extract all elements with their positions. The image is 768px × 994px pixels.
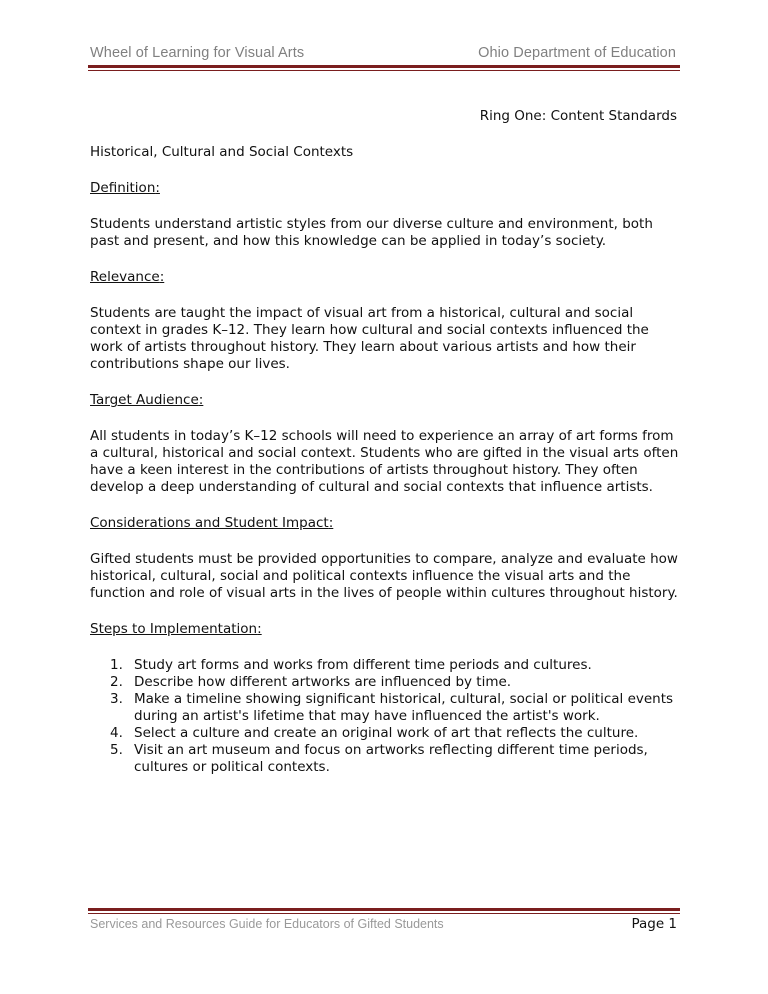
topic-title: Historical, Cultural and Social Contexts [90,144,354,160]
considerations-heading: Considerations and Student Impact: [90,515,334,531]
steps-heading: Steps to Implementation: [90,621,262,637]
footer-text: Services and Resources Guide for Educators of Gifted Students [90,917,444,931]
header-rule-thick [88,65,680,68]
definition-body: Students understand artistic styles from our diverse culture and environment, both past and present, and how this knowledge can be applied in today’s society. [90,216,653,249]
page-number: Page 1 [631,916,677,932]
list-item: 2. Describe how different artworks are influenced by time. [110,674,512,690]
steps-list [90,657,682,776]
relevance-body: Students are taught the impact of visual art from a historical, cultural and social context in grades K–12. They learn how cultural and social contexts influenced the work of artists throughout history. They learn about various artists and how their contributions shape our lives. [90,305,649,372]
definition-heading: Definition: [90,180,160,196]
footer-rule-thick [88,908,680,911]
considerations-body: Gifted students must be provided opportunities to compare, analyze and evaluate how historical, cultural, social and political contexts influence the visual arts and the function and role of visual arts in the lives of people within cultures throughout history. [90,551,678,601]
list-item: 4. Select a culture and create an original work of art that reflects the culture. [110,725,639,741]
list-item: 1. Study art forms and works from different time periods and cultures. [110,657,592,673]
relevance-heading: Relevance: [90,269,165,285]
header-title-right: Ohio Department of Education [478,45,676,61]
header-rule-thin [88,70,680,71]
list-item: 3. Make a timeline showing significant historical, cultural, social or political events during an artist's lifetime that may have influenced the artist's work. [110,691,674,724]
document-body [90,144,682,776]
target-audience-heading: Target Audience: [90,392,204,408]
list-item: 5. Visit an art museum and focus on artworks reflecting different time periods, cultures or political contexts. [110,742,648,775]
footer-rule-thin [88,913,680,914]
ring-label: Ring One: Content Standards [479,108,677,124]
header-title-left: Wheel of Learning for Visual Arts [90,45,305,61]
target-audience-body: All students in today’s K–12 schools will need to experience an array of art forms from a cultural, historical and social context. Students who are gifted in the visual arts often have a keen interest in the contributions of artists throughout history. They often develop a deep understanding of cultural and social contexts that influence artists. [90,428,679,495]
